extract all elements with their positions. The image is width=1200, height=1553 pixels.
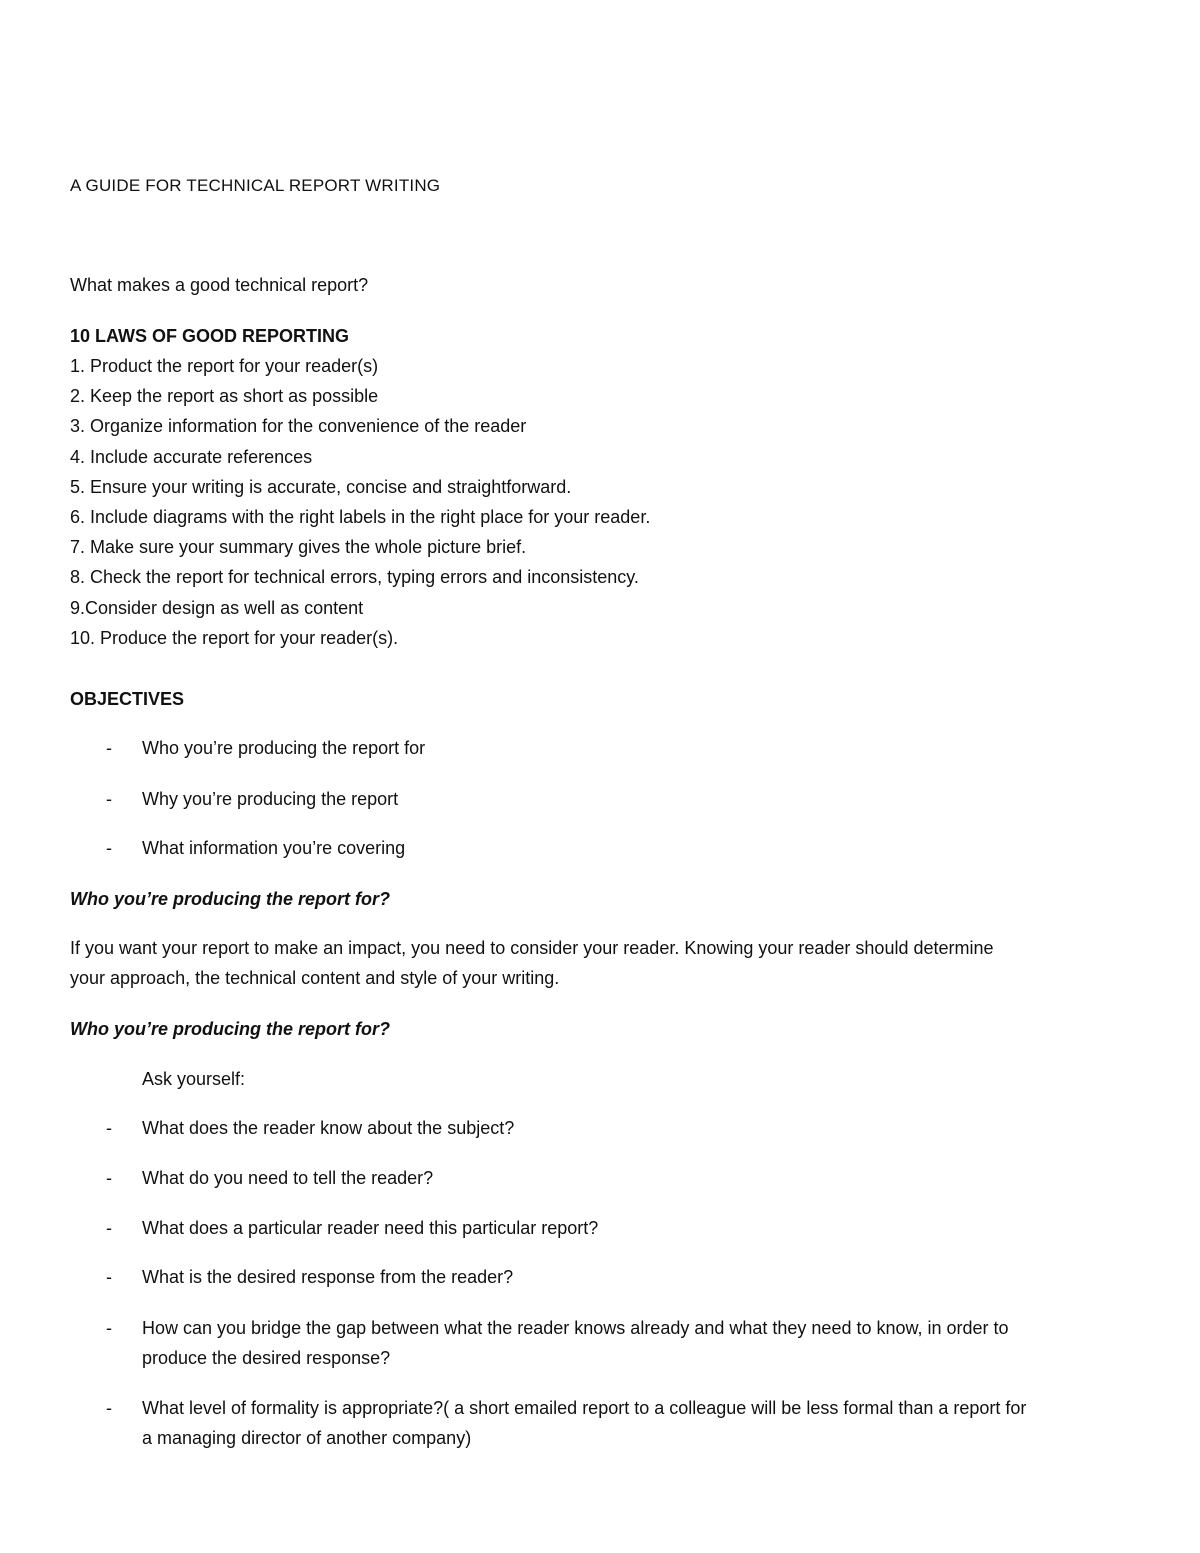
laws-heading: 10 LAWS OF GOOD REPORTING <box>70 326 350 346</box>
question-item: How can you bridge the gap between what the reader knows already and what they need to know, in order to <box>142 1318 1009 1338</box>
bullet-dash: - <box>106 838 112 858</box>
bullet-dash: - <box>106 1267 112 1287</box>
objectives-heading: OBJECTIVES <box>70 689 185 709</box>
paragraph-line: your approach, the technical content and style of your writing. <box>70 968 560 988</box>
question-item: What is the desired response from the reader? <box>142 1267 514 1287</box>
bullet-dash: - <box>106 1398 112 1418</box>
objective-item: Why you’re producing the report <box>142 789 399 809</box>
document-title: A GUIDE FOR TECHNICAL REPORT WRITING <box>70 176 441 195</box>
law-item: 8. Check the report for technical errors, typing errors and inconsistency. <box>70 567 639 587</box>
question-item: What do you need to tell the reader? <box>142 1168 434 1188</box>
section-subheading: Who you’re producing the report for? <box>70 1019 390 1039</box>
bullet-dash: - <box>106 1118 112 1138</box>
paragraph-line: If you want your report to make an impact, you need to consider your reader. Knowing your reader should determine <box>70 938 994 958</box>
law-item: 1. Product the report for your reader(s) <box>70 356 379 376</box>
law-item: 5. Ensure your writing is accurate, concise and straightforward. <box>70 477 572 497</box>
bullet-dash: - <box>106 789 112 809</box>
ask-yourself-label: Ask yourself: <box>142 1069 246 1089</box>
law-item: 6. Include diagrams with the right labels in the right place for your reader. <box>70 507 651 527</box>
bullet-dash: - <box>106 1218 112 1238</box>
section-subheading: Who you’re producing the report for? <box>70 889 390 909</box>
question-item: What level of formality is appropriate?( a short emailed report to a colleague will be less formal than a report for <box>142 1398 1027 1418</box>
law-item: 10. Produce the report for your reader(s). <box>70 628 399 648</box>
law-item: 3. Organize information for the convenience of the reader <box>70 416 527 436</box>
law-item: 7. Make sure your summary gives the whole picture brief. <box>70 537 527 557</box>
objective-item: What information you’re covering <box>142 838 406 858</box>
intro-question: What makes a good technical report? <box>70 275 369 295</box>
question-item-continuation: produce the desired response? <box>142 1348 391 1368</box>
law-item: 2. Keep the report as short as possible <box>70 386 379 406</box>
question-item: What does a particular reader need this particular report? <box>142 1218 599 1238</box>
objective-item: Who you’re producing the report for <box>142 738 426 758</box>
law-item: 4. Include accurate references <box>70 447 313 467</box>
question-item-continuation: a managing director of another company) <box>142 1428 472 1448</box>
law-item: 9.Consider design as well as content <box>70 598 364 618</box>
bullet-dash: - <box>106 738 112 758</box>
bullet-dash: - <box>106 1318 112 1338</box>
question-item: What does the reader know about the subject? <box>142 1118 515 1138</box>
bullet-dash: - <box>106 1168 112 1188</box>
